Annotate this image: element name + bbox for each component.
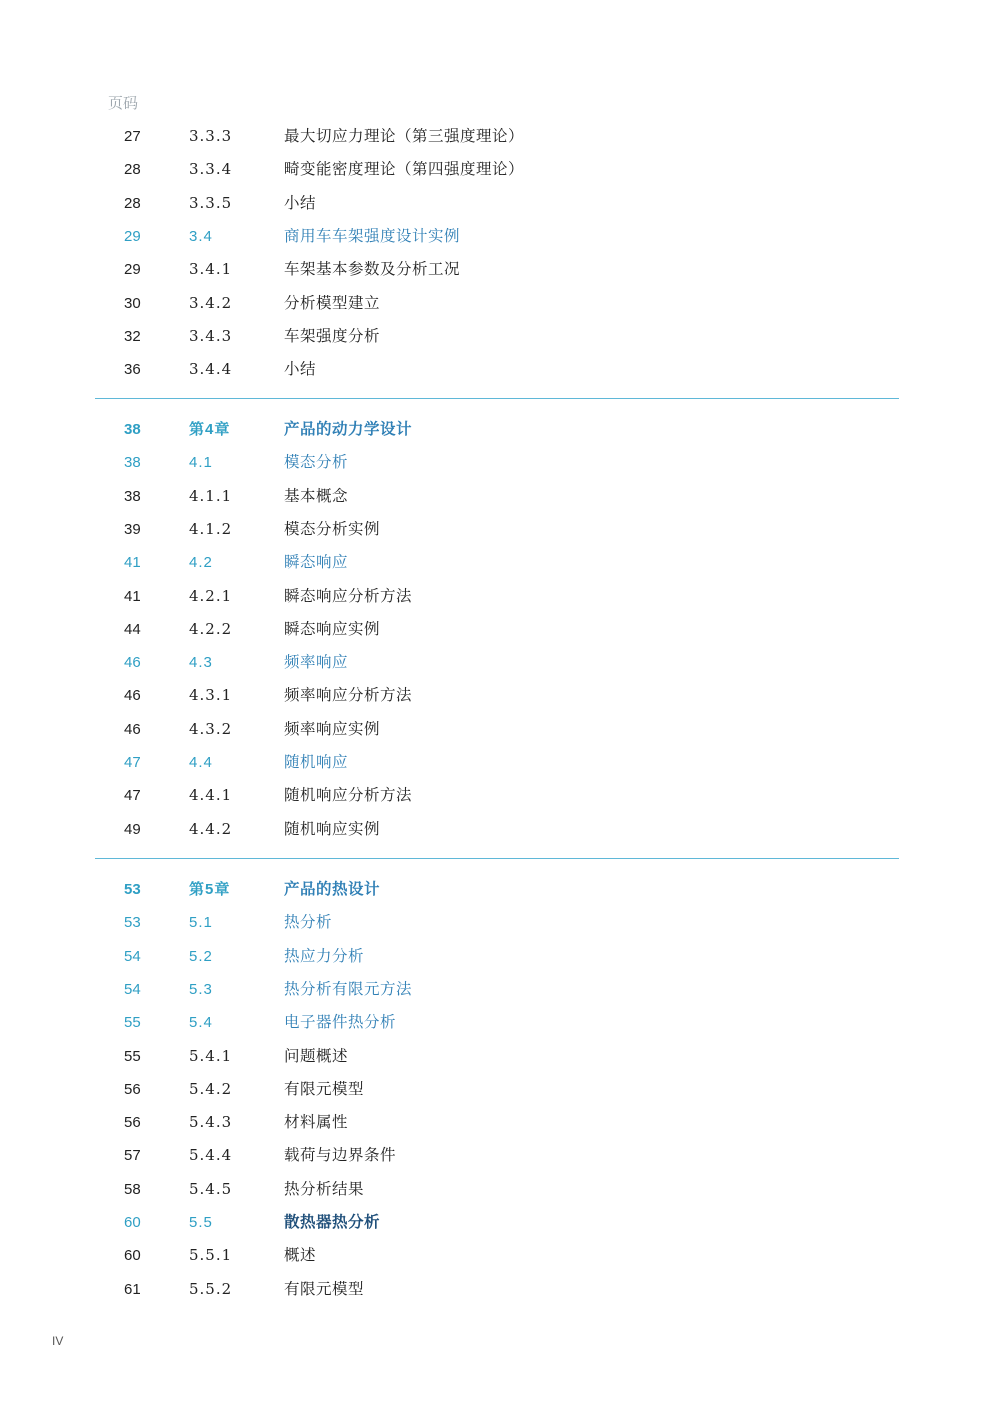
toc-section-number: 4.2.1 [189,586,233,605]
toc-page-number: 47 [124,754,141,771]
toc-page-number: 46 [124,654,141,672]
toc-section-title: 基本概念 [284,486,349,505]
toc-row[interactable] [0,320,992,353]
toc-section-title: 产品的热设计 [284,880,381,898]
page-number-column-header: 页码 [108,94,139,112]
toc-section-title: 小结 [284,193,317,212]
toc-row[interactable] [0,446,992,479]
toc-page-number: 56 [124,1114,141,1132]
toc-section-number: 3.4.1 [189,260,233,279]
toc-section-number: 5.4.3 [189,1113,233,1132]
toc-section-number: 第4章 [189,421,231,438]
toc-section-number: 5.4.4 [189,1146,233,1165]
toc-section-number: 3.3.3 [189,127,233,145]
toc-page-number: 41 [124,554,141,572]
toc-section-title: 随机响应 [284,753,349,771]
toc-row[interactable] [0,1139,992,1172]
toc-row[interactable] [0,613,992,646]
toc-page-number: 60 [124,1214,141,1231]
toc-section-number: 4.4.2 [189,819,233,838]
toc-row[interactable] [0,1040,992,1073]
toc-row[interactable] [0,1106,992,1139]
toc-row[interactable] [0,353,992,386]
toc-section-number: 5.5.1 [189,1246,233,1265]
toc-row[interactable] [0,1006,992,1039]
toc-section-title: 瞬态响应实例 [284,619,381,638]
toc-section-title: 最大切应力理论（第三强度理论） [284,127,525,145]
toc-section-number: 5.5.2 [189,1279,233,1298]
toc-section-title: 频率响应实例 [284,719,381,738]
toc-section-title: 热分析结果 [284,1179,365,1198]
toc-row[interactable] [0,746,992,779]
toc-row[interactable] [0,513,992,546]
toc-row[interactable] [0,546,992,579]
toc-section-title: 随机响应分析方法 [284,786,413,805]
toc-page-number: 27 [124,128,141,145]
toc-row[interactable] [0,940,992,973]
toc-row[interactable] [0,906,992,939]
toc-page-number: 53 [124,881,141,898]
divider-1 [95,398,899,399]
toc-row[interactable] [0,973,992,1006]
toc-section-number: 4.3.1 [189,686,233,705]
toc-section-number: 4.1.2 [189,519,233,538]
toc-row[interactable] [0,220,992,253]
toc-section-number: 5.3 [189,980,213,998]
toc-page-number: 38 [124,487,141,505]
toc-section-number: 第5章 [189,881,231,898]
toc-section-title: 有限元模型 [284,1279,365,1298]
toc-section-title: 瞬态响应 [284,553,349,572]
toc-section-title: 随机响应实例 [284,819,381,838]
toc-row[interactable] [0,813,992,846]
toc-section-number: 4.4 [189,754,213,771]
toc-row[interactable] [0,480,992,513]
toc-row[interactable] [0,580,992,613]
toc-row[interactable] [0,713,992,746]
toc-row[interactable] [0,253,992,286]
toc-section-number: 3.4.2 [189,293,233,312]
toc-row[interactable] [0,1073,992,1106]
toc-page-number: 61 [124,1280,141,1298]
toc-section-number: 3.4 [189,227,213,245]
toc-section-number: 5.2 [189,947,213,965]
toc-section-title: 频率响应 [284,653,349,672]
toc-section-number: 5.1 [189,914,213,932]
toc-row[interactable] [0,413,992,446]
toc-page-number: 57 [124,1147,141,1165]
toc-page-number: 56 [124,1080,141,1098]
toc-row[interactable] [0,646,992,679]
toc-section-number: 4.2 [189,554,213,572]
toc-page-number: 54 [124,980,141,998]
toc-row[interactable] [0,187,992,220]
toc-section-title: 散热器热分析 [284,1213,381,1231]
toc-section-title: 材料属性 [284,1113,349,1132]
toc-section-title: 热分析 [284,913,333,932]
toc-section-title: 载荷与边界条件 [284,1146,397,1165]
toc-page-number: 49 [124,820,141,838]
toc-page-number: 28 [124,161,141,179]
toc-page-number: 41 [124,587,141,605]
toc-section-number: 3.3.4 [189,160,233,179]
toc-page-number: 55 [124,1014,141,1032]
toc-section-title: 热分析有限元方法 [284,979,413,998]
toc-section-title: 分析模型建立 [284,293,381,312]
toc-section-number: 4.1.1 [189,486,233,505]
toc-page-number: 54 [124,947,141,965]
toc-page-number: 58 [124,1180,141,1198]
toc-section-title: 频率响应分析方法 [284,686,413,705]
toc-section-title: 车架强度分析 [284,326,381,345]
toc-section-number: 4.3 [189,654,213,672]
toc-page-number: 46 [124,687,141,705]
toc-section-number: 4.3.2 [189,719,233,738]
toc-page-number: 53 [124,914,141,932]
toc-section-number: 4.2.2 [189,619,233,638]
toc-section-number: 3.4.3 [189,326,233,345]
toc-section-title: 瞬态响应分析方法 [284,586,413,605]
toc-row[interactable] [0,287,992,320]
toc-section-title: 产品的动力学设计 [284,420,413,438]
toc-page-number: 47 [124,787,141,805]
toc-section-title: 电子器件热分析 [284,1013,397,1032]
toc-page-number: 29 [124,261,141,279]
toc-section-number: 4.1 [189,454,213,472]
toc-page-number: 36 [124,361,141,379]
toc-section-title: 畸变能密度理论（第四强度理论） [284,160,525,179]
footer-page-number: IV [52,1334,64,1348]
toc-section-title: 有限元模型 [284,1079,365,1098]
toc-section-number: 3.3.5 [189,193,233,212]
toc-page-number: 32 [124,327,141,345]
toc-row[interactable] [0,153,992,186]
toc-section-number: 5.5 [189,1214,213,1231]
toc-page-number: 29 [124,227,141,245]
toc-row[interactable] [0,779,992,812]
toc-row[interactable] [0,873,992,906]
toc-row[interactable] [0,120,992,153]
toc-section-number: 5.4 [189,1014,213,1032]
divider-2 [95,858,899,859]
toc-page-number: 60 [124,1247,141,1265]
toc-row[interactable] [0,1273,992,1306]
toc-page-number: 38 [124,421,141,438]
toc-row[interactable] [0,1239,992,1272]
toc-page-number: 44 [124,620,141,638]
toc-page-number: 39 [124,520,141,538]
toc-section-number: 5.4.1 [189,1046,233,1065]
toc-section-title: 商用车车架强度设计实例 [284,226,461,245]
toc-page-number: 46 [124,720,141,738]
toc-row[interactable] [0,1206,992,1239]
toc-page-number: 38 [124,454,141,472]
toc-section-title: 模态分析实例 [284,519,381,538]
toc-page-number: 30 [124,294,141,312]
toc-section-title: 车架基本参数及分析工况 [284,260,461,279]
toc-row[interactable] [0,679,992,712]
toc-section-number: 5.4.5 [189,1179,233,1198]
toc-section-title: 热应力分析 [284,946,365,965]
toc-section-title: 模态分析 [284,453,349,472]
toc-row[interactable] [0,1173,992,1206]
toc-section-number: 4.4.1 [189,786,233,805]
toc-page-number: 55 [124,1047,141,1065]
toc-section-title: 概述 [284,1246,317,1265]
toc-section-number: 5.4.2 [189,1079,233,1098]
toc-page-number: 28 [124,194,141,212]
toc-section-title: 小结 [284,360,317,379]
toc-section-number: 3.4.4 [189,360,233,379]
toc-section-title: 问题概述 [284,1046,349,1065]
